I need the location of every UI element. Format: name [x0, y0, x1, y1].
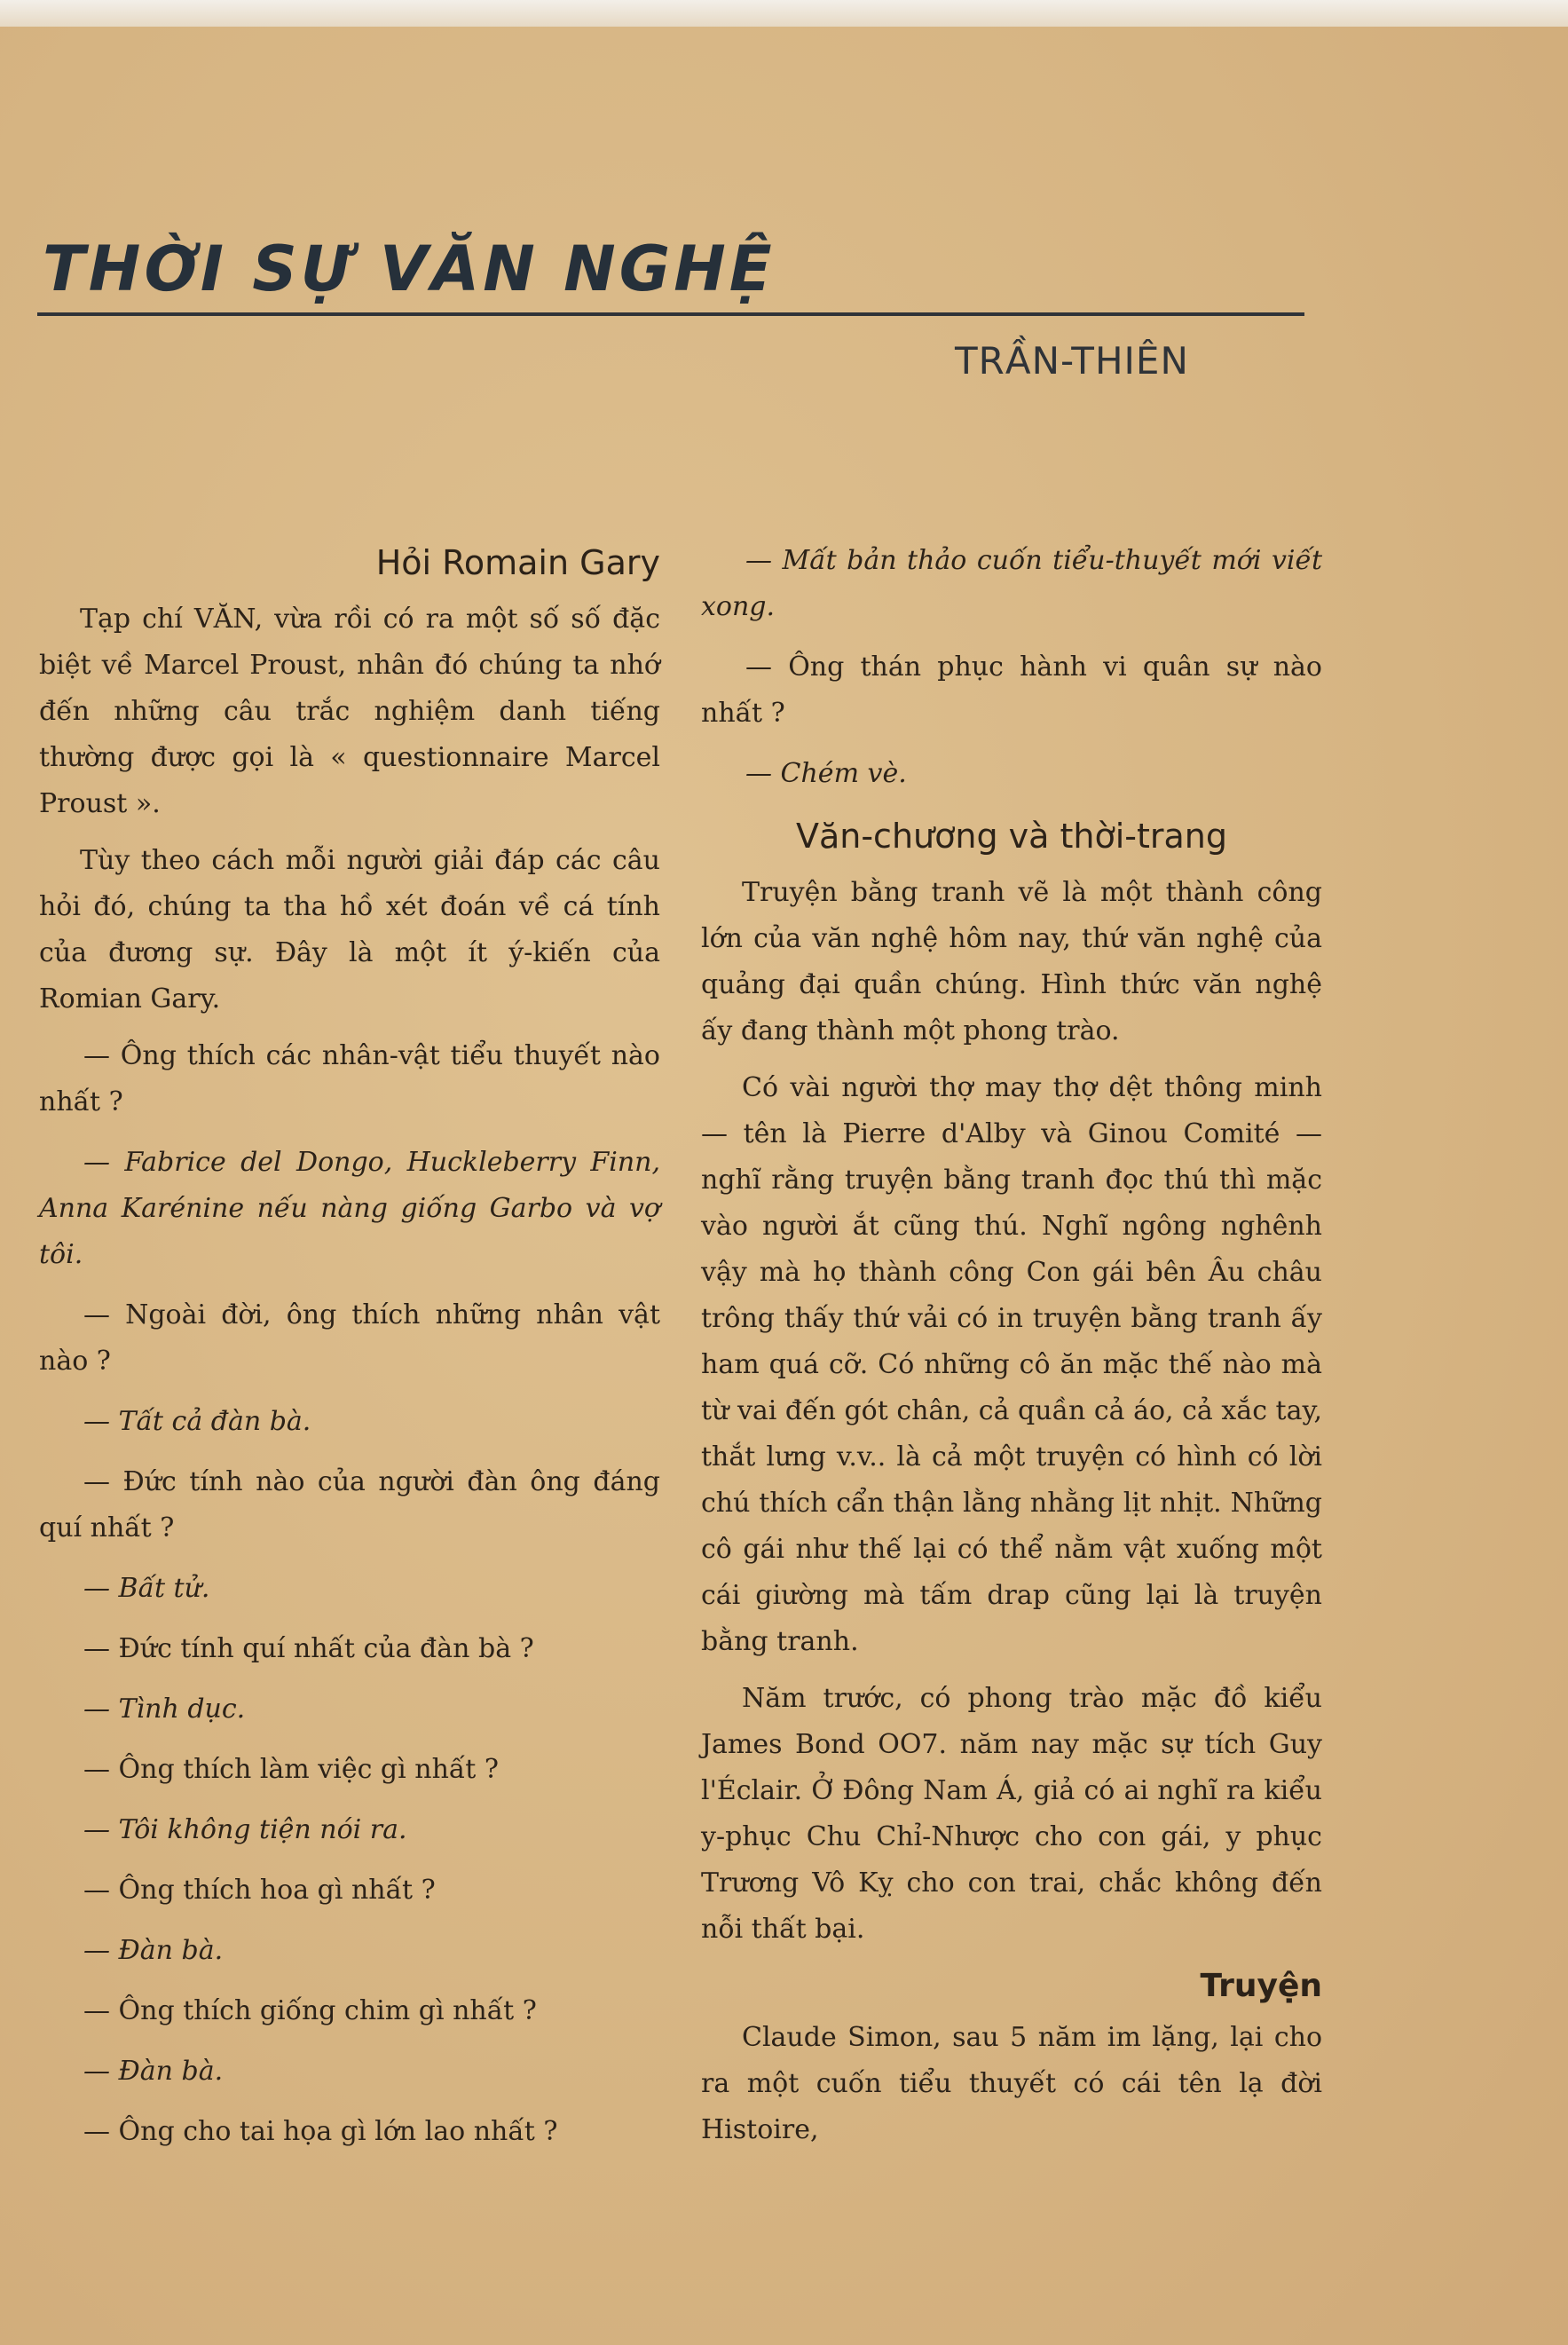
dialogue-question: — Ông thích các nhân-vật tiểu thuyết nào nhất ?	[39, 1040, 660, 1117]
dialogue-answer: — Đàn bà.	[83, 1935, 224, 1966]
left-column	[39, 538, 660, 2169]
dialogue-answer: — Tình dục.	[83, 1694, 246, 1725]
dialogue-answer: — Bất tử.	[83, 1573, 210, 1604]
section-title: THỜI SỰ VĂN NGHỆ	[43, 233, 776, 305]
dialogue-question: — Ngoài đời, ông thích những nhân vật nào ?	[39, 1299, 660, 1377]
dialogue-question: — Đức tính nào của người đàn ông đáng quí nhất ?	[39, 1466, 660, 1544]
dialogue-question: — Ông thích giống chim gì nhất ?	[83, 1995, 537, 2026]
title-rule	[37, 312, 1304, 316]
dialogue-answer: — Chém vè.	[745, 758, 907, 789]
author-name: TRẦN-THIÊN	[955, 339, 1189, 383]
dialogue-question: — Ông thích làm việc gì nhất ?	[83, 1754, 499, 1785]
dialogue-answer: — Mất bản thảo cuốn tiểu-thuyết mới viết xong.	[701, 545, 1322, 622]
dialogue-answer: — Đàn bà.	[83, 2056, 224, 2087]
heading-van-chuong-thoi-trang: Văn-chương và thời-trang	[795, 817, 1228, 856]
right-column	[701, 538, 1322, 2164]
paragraph: Năm trước, có phong trào mặc đồ kiểu James Bond OO7. năm nay mặc sự tích Guy l'Éclair. Ở Đông Nam Á, giả có ai nghĩ ra kiểu y-phục Chu Chỉ-Nhược cho con gái, y phục Trương Vô Kỵ cho con trai, chắc không đến nỗi thất bại.	[701, 1683, 1322, 1945]
dialogue-question: — Đức tính quí nhất của đàn bà ?	[83, 1633, 534, 1664]
paragraph: Claude Simon, sau 5 năm im lặng, lại cho ra một cuốn tiểu thuyết có cái tên lạ đời Histoire,	[701, 2022, 1322, 2145]
paragraph: Truyện bằng tranh vẽ là một thành công lớn của văn nghệ hôm nay, thứ văn nghệ của quảng đại quần chúng. Hình thức văn nghệ ấy đang thành một phong trào.	[701, 877, 1322, 1046]
dialogue-answer: — Tôi không tiện nói ra.	[83, 1814, 407, 1845]
dialogue-answer: — Fabrice del Dongo, Huckleberry Finn, Anna Karénine nếu nàng giống Garbo và vợ tôi.	[39, 1147, 660, 1270]
dialogue-question: — Ông thán phục hành vi quân sự nào nhất ?	[701, 651, 1322, 729]
dialogue-question: — Ông thích hoa gì nhất ?	[83, 1875, 436, 1906]
heading-truyen: Truyện	[1200, 1968, 1322, 2004]
dialogue-answer: — Tất cả đàn bà.	[83, 1406, 311, 1437]
paragraph: Tạp chí VĂN, vừa rồi có ra một số số đặc biệt về Marcel Proust, nhân đó chúng ta nhớ đến những câu trắc nghiệm danh tiếng thường được gọi là « questionnaire Marcel Proust ».	[39, 604, 660, 819]
page-top-edge	[0, 0, 1568, 27]
paragraph: Có vài người thợ may thợ dệt thông minh — tên là Pierre d'Alby và Ginou Comité — nghĩ rằng truyện bằng tranh đọc thú thì mặc vào người ắt cũng thú. Nghĩ ngông nghênh vậy mà họ thành công Con gái bên Âu châu trông thấy thứ vải có in truyện bằng tranh ấy ham quá cỡ. Có những cô ăn mặc thế nào mà từ vai đến gót chân, cả quần cả áo, cả xắc tay, thắt lưng v.v.. là cả một truyện có hình có lời chú thích cẩn thận lằng nhằng lịt nhịt. Những cô gái như thế lại có thể nằm vật xuống một cái giường mà tấm drap cũng lại là truyện bằng tranh.	[701, 1072, 1322, 1657]
heading-hoi-romain-gary: Hỏi Romain Gary	[375, 543, 660, 582]
paragraph: Tùy theo cách mỗi người giải đáp các câu hỏi đó, chúng ta tha hồ xét đoán về cá tính của đương sự. Đây là một ít ý-kiến của Romian Gary.	[39, 845, 660, 1015]
dialogue-question: — Ông cho tai họa gì lớn lao nhất ?	[83, 2116, 558, 2147]
